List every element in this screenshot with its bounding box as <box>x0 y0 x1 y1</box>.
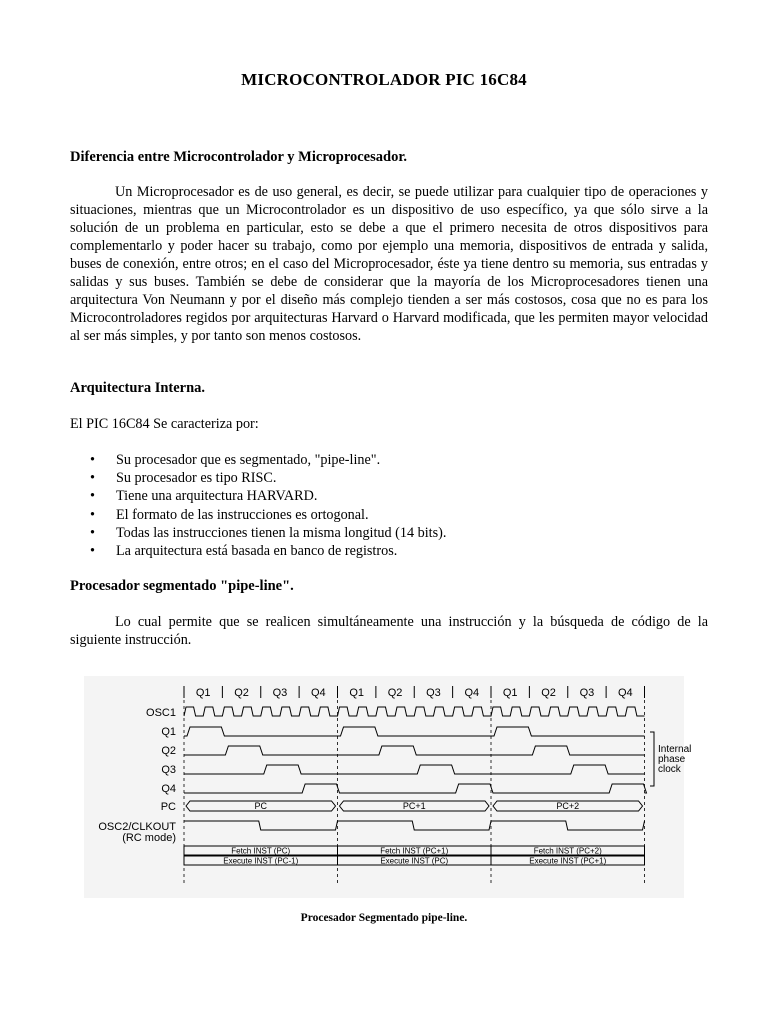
q-phase-waveform <box>184 727 645 736</box>
signal-label: Q1 <box>161 726 176 738</box>
signal-label: PC <box>160 801 176 813</box>
phase-label: Q3 <box>426 687 441 699</box>
list-item: • Todas las instrucciones tienen la misma longitud (14 bits). <box>70 524 446 542</box>
fetch-label: Fetch INST (PC+2) <box>533 846 602 856</box>
signal-label: Q3 <box>161 764 176 776</box>
document-title: MICROCONTROLADOR PIC 16C84 <box>241 70 527 89</box>
phase-label: Q1 <box>349 687 365 699</box>
signal-label: Q2 <box>161 745 176 757</box>
list-item: • Su procesador es tipo RISC. <box>70 469 446 487</box>
phase-label: Q2 <box>387 687 403 699</box>
list-item: • El formato de las instrucciones es ortogonal. <box>70 506 446 524</box>
fetch-label: Fetch INST (PC+1) <box>380 846 449 856</box>
figure-caption: Procesador Segmentado pipe-line. <box>300 912 468 924</box>
pc-value-label: PC+2 <box>556 801 580 811</box>
signal-label: Q4 <box>161 783 176 795</box>
phase-label: Q2 <box>541 687 556 699</box>
osc1-waveform <box>184 707 645 716</box>
pipeline-timing-diagram <box>84 676 692 898</box>
execute-label: Execute INST (PC+1) <box>529 856 607 866</box>
pc-value-label: PC <box>254 801 268 811</box>
execute-label: Execute INST (PC) <box>380 856 449 866</box>
phase-label: Q4 <box>617 687 633 699</box>
execute-label: Execute INST (PC-1) <box>223 856 299 866</box>
signal-label: (RC mode) <box>122 832 176 844</box>
phase-label: Q3 <box>272 687 288 699</box>
list-item: • La arquitectura está basada en banco de registros. <box>70 542 446 560</box>
phase-label: Q4 <box>464 687 480 699</box>
phase-label: Q3 <box>579 687 595 699</box>
signal-label: OSC1 <box>146 707 176 719</box>
phase-label: Q2 <box>234 687 249 699</box>
fetch-label: Fetch INST (PC) <box>231 846 291 856</box>
q-phase-waveform <box>184 746 645 755</box>
internal-clock-label: phase <box>658 754 686 765</box>
section-heading-architecture: Arquitectura Interna. <box>70 380 206 396</box>
timing-diagram-svg <box>84 676 692 898</box>
phase-label: Q4 <box>310 687 326 699</box>
q-phase-waveform <box>184 784 647 793</box>
osc2-clkout-waveform <box>184 821 645 830</box>
list-item: • Tiene una arquitectura HARVARD. <box>70 487 446 505</box>
q-phase-waveform <box>184 765 645 774</box>
feature-list <box>70 451 446 560</box>
phase-label: Q1 <box>195 687 211 699</box>
paragraph-pipeline: Lo cual permite que se realicen simultáneamente una instrucción y la búsqueda de código de la siguiente instrucción. <box>70 614 708 648</box>
internal-clock-bracket <box>650 732 654 786</box>
signal-label: OSC2/CLKOUT <box>98 821 176 833</box>
pc-value-label: PC+1 <box>402 801 426 811</box>
section-heading-pipeline: Procesador segmentado "pipe-line". <box>70 578 294 594</box>
section-heading-difference: Diferencia entre Microcontrolador y Microprocesador. <box>70 149 408 165</box>
phase-label: Q1 <box>502 687 518 699</box>
internal-clock-label: Internal <box>658 744 692 755</box>
paragraph-difference: Un Microprocesador es de uso general, es decir, se puede utilizar para cualquier tipo de operaciones y situaciones, mientras que un Microcontrolador es un dispositivo de uso específico, ya que sólo sirve a la solución de un problema en particular, esto se debe a que el primero necesita de otros dispositivos para complementarlo y poder hacer su trabajo, como por ejemplo una memoria, dispositivos de entrada y salida, buses de conexión, entre otros; en el caso del Microprocesador, éste ya tiene dentro su memoria, sus entradas y salidas y sus buses. También se debe de considerar que la mayoría de los Microprocesadores tienen una arquitectura Von Neumann y por el diseño más complejo tienden a ser más costosos, cosa que no es para los Microcontroladores regidos por arquitecturas Harvard o Harvard modificada, que les permiten mayor velocidad al ser más simples, y por tanto son menos costosos. <box>70 184 708 344</box>
internal-clock-label: clock <box>658 764 681 775</box>
architecture-intro: El PIC 16C84 Se caracteriza por: <box>70 416 259 432</box>
list-item: • Su procesador que es segmentado, "pipe-line". <box>70 451 446 469</box>
